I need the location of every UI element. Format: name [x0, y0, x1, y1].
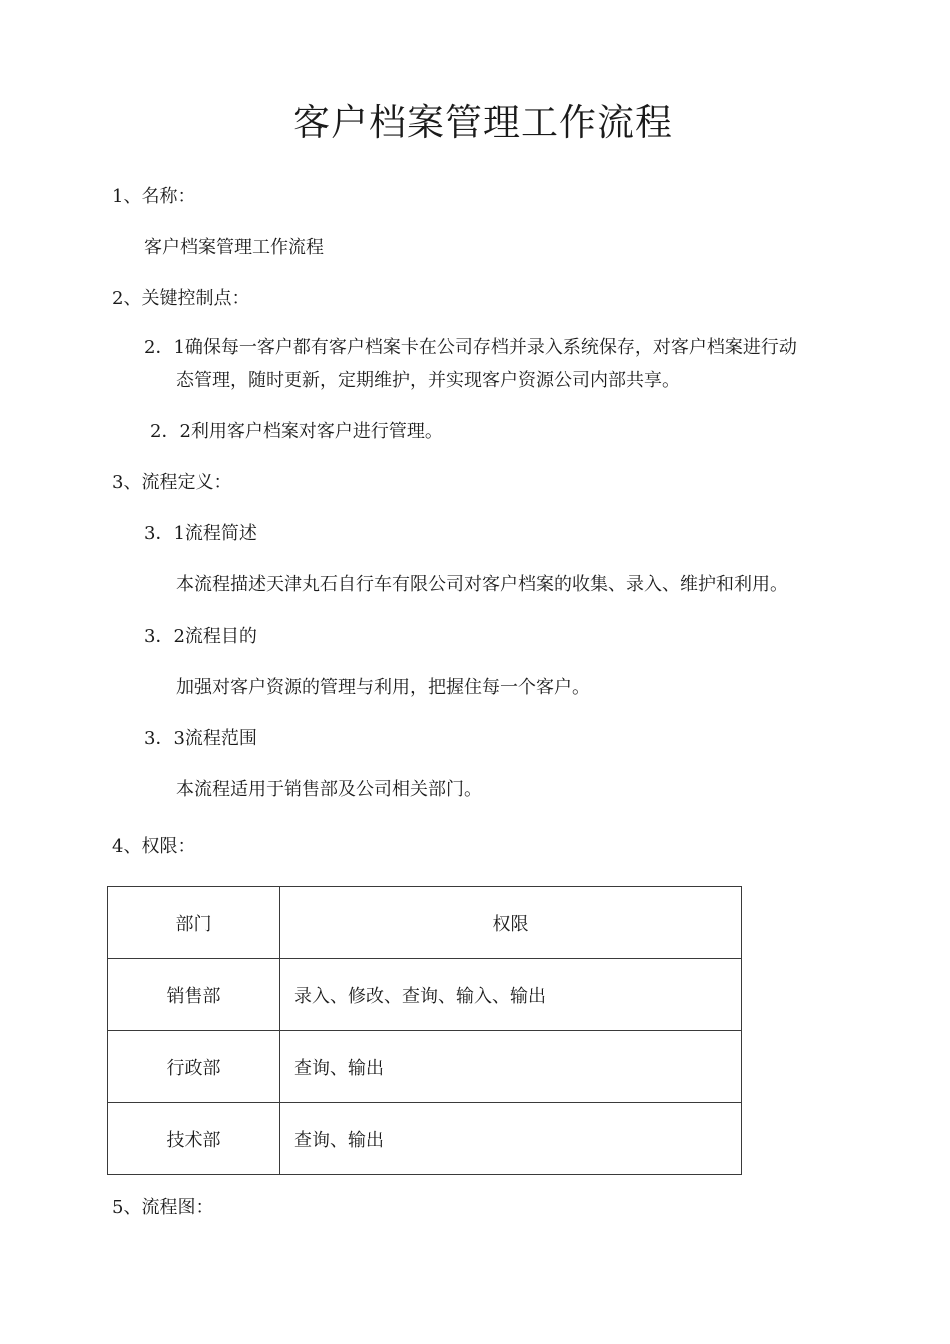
permissions-table: [107, 886, 742, 1175]
document-title: 客户档案管理工作流程: [293, 101, 673, 144]
rights-cell: 查询、输出: [280, 1103, 742, 1175]
dept-cell: 行政部: [108, 1031, 280, 1103]
header-permissions: 权限: [280, 887, 742, 959]
section-3-2-heading: 3．2流程目的: [144, 626, 257, 647]
table-header-row: [108, 887, 742, 959]
table-row: [108, 1103, 742, 1175]
section-3-1-heading: 3．1流程简述: [144, 523, 257, 544]
section-3-3-heading: 3．3流程范围: [144, 728, 257, 749]
dept-cell: 销售部: [108, 959, 280, 1031]
header-department: 部门: [108, 887, 280, 959]
section-5-heading: 5、流程图：: [112, 1197, 214, 1218]
rights-cell: 查询、输出: [280, 1031, 742, 1103]
table-row: [108, 1031, 742, 1103]
section-3-3-body: 本流程适用于销售部及公司相关部门。: [176, 779, 482, 800]
section-2-heading: 2、关键控制点：: [112, 288, 250, 309]
section-2-1-line-2: 态管理，随时更新，定期维护，并实现客户资源公司内部共享。: [176, 370, 680, 391]
table-row: [108, 959, 742, 1031]
section-2-1-line-1: 2．1确保每一客户都有客户档案卡在公司存档并录入系统保存，对客户档案进行动: [144, 337, 797, 358]
section-1-heading: 1、名称：: [112, 186, 196, 207]
section-3-1-body: 本流程描述天津丸石自行车有限公司对客户档案的收集、录入、维护和利用。: [176, 574, 788, 595]
dept-cell: 技术部: [108, 1103, 280, 1175]
rights-cell: 录入、修改、查询、输入、输出: [280, 959, 742, 1031]
section-3-heading: 3、流程定义：: [112, 472, 232, 493]
section-2-2: 2．2利用客户档案对客户进行管理。: [150, 421, 443, 442]
section-4-heading: 4、权限：: [112, 836, 196, 857]
section-3-2-body: 加强对客户资源的管理与利用，把握住每一个客户。: [176, 677, 590, 698]
section-1-body: 客户档案管理工作流程: [144, 237, 324, 258]
